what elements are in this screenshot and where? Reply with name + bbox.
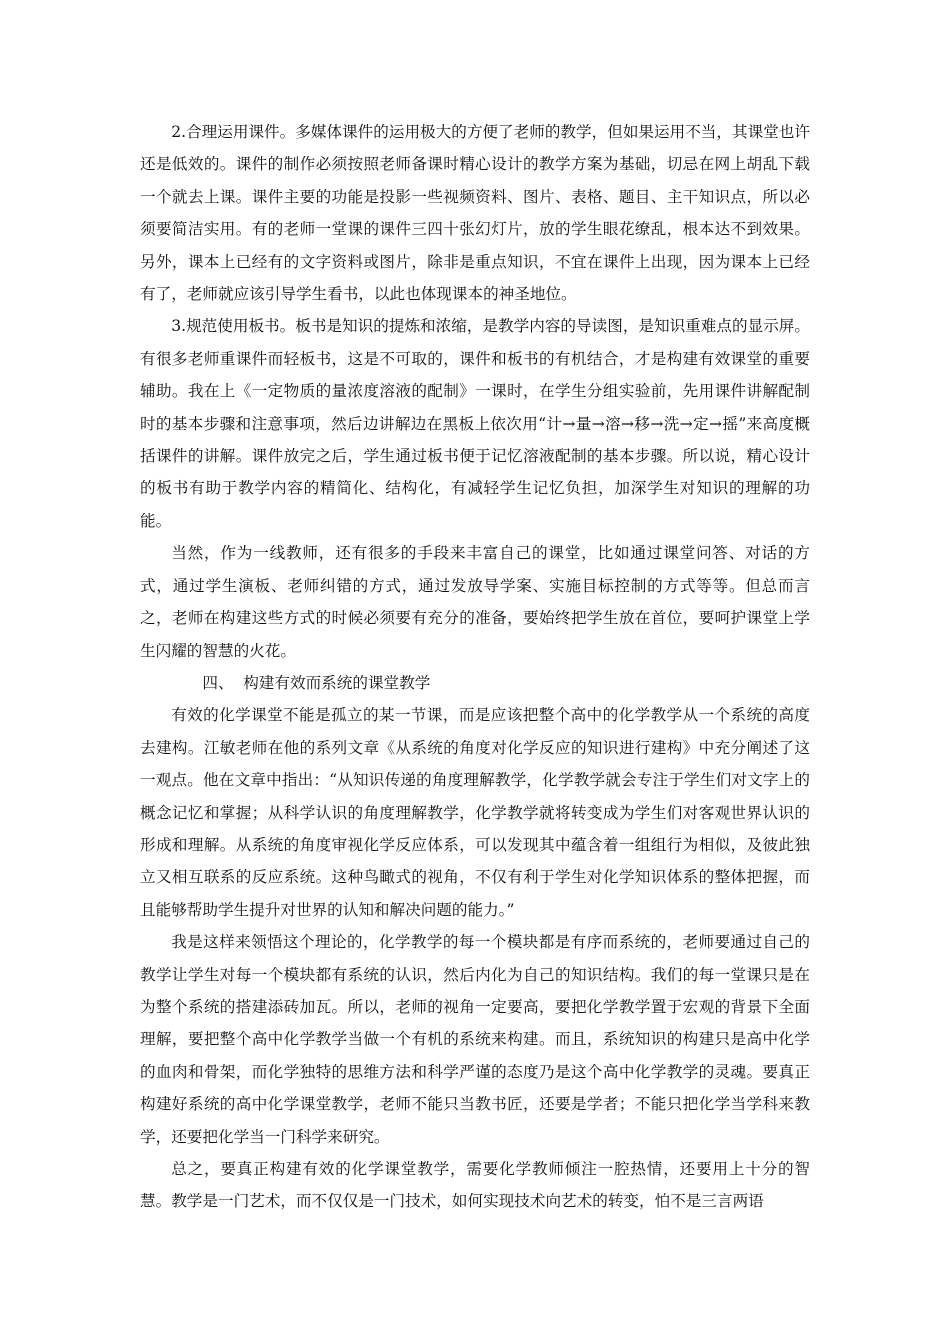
section-title: 构建有效而系统的课堂教学 bbox=[243, 673, 431, 692]
section-heading bbox=[140, 667, 810, 699]
paragraph-understanding: 我是这样来领悟这个理论的，化学教学的每一个模块都是有序而系统的，老师要通过自己的教学让学生对每一个模块都有系统的认识，然后内化为自己的知识结构。我们的每一堂课只是在为整个系统的搭建添砖加瓦。所以，老师的视角一定要高，要把化学教学置于宏观的背景下全面理解，要把整个高中化学教学当做一个有机的系统来构建。而且，系统知识的构建只是高中化学的血肉和骨架，而化学独特的思维方法和科学严谨的态度乃是这个高中化学教学的灵魂。要真正构建好系统的高中化学课堂教学，老师不能只当教书匠，还要是学者；不能只把化学当学科来教学，还要把化学当一门科学来研究。 bbox=[140, 933, 810, 1146]
paragraph-courseware: 2.合理运用课件。多媒体课件的运用极大的方便了老师的教学，但如果运用不当，其课堂也许还是低效的。课件的制作必须按照老师备课时精心设计的教学方案为基础，切忌在网上胡乱下载一个就去上课。课件主要的功能是投影一些视频资料、图片、表格、题目、主干知识点，所以必须要简洁实用。有的老师一堂课的课件三四十张幻灯片，放的学生眼花缭乱，根本达不到效果。另外，课本上已经有的文字资料或图片，除非是重点知识，不宜在课件上出现，因为课本上已经有了，老师就应该引导学生看书，以此也体现课本的神圣地位。 bbox=[140, 123, 810, 304]
paragraph-system-view: 有效的化学课堂不能是孤立的某一节课，而是应该把整个高中的化学教学从一个系统的高度去建构。江敏老师在他的系列文章《从系统的角度对化学反应的知识进行建构》中充分阐述了这一观点。他在文章中指出：“从知识传递的角度理解教学，化学教学就会专注于学生们对文字上的概念记忆和掌握；从科学认识的角度理解教学，化学教学就将转变成为学生们对客观世界认识的形成和理解。从系统的角度审视化学反应体系，可以发现其中蕴含着一组组行为相似，及彼此独立又相互联系的反应系统。这种鸟瞰式的视角，不仅有利于学生对化学知识体系的整体把握，而且能够帮助学生提升对世界的认知和解决问题的能力。” bbox=[140, 706, 810, 919]
document-body bbox=[140, 116, 810, 1218]
paragraph-conclusion: 总之，要真正构建有效的化学课堂教学，需要化学教师倾注一腔热情，还要用上十分的智慧。教学是一门艺术，而不仅仅是一门技术，如何实现技术向艺术的转变，怕不是三言两语 bbox=[140, 1160, 810, 1211]
section-number: 四、 bbox=[202, 673, 234, 692]
paragraph-other-methods: 当然，作为一线教师，还有很多的手段来丰富自己的课堂，比如通过课堂问答、对话的方式，通过学生演板、老师纠错的方式，通过发放导学案、实施目标控制的方式等等。但总而言之，老师在构建这些方式的时候必须要有充分的准备，要始终把学生放在首位，要呵护课堂上学生闪耀的智慧的火花。 bbox=[140, 544, 810, 660]
paragraph-blackboard: 3.规范使用板书。板书是知识的提炼和浓缩，是教学内容的导读图，是知识重难点的显示屏。有很多老师重课件而轻板书，这是不可取的，课件和板书的有机结合，才是构建有效课堂的重要辅助。我在上《一定物质的量浓度溶液的配制》一课时，在学生分组实验前，先用课件讲解配制时的基本步骤和注意事项，然后边讲解边在黑板上依次用“计→量→溶→移→洗→定→摇”来高度概括课件的讲解。课件放完之后，学生通过板书便于记忆溶液配制的基本步骤。所以说，精心设计的板书有助于教学内容的精简化、结构化，有减轻学生记忆负担，加深学生对知识的理解的功能。 bbox=[140, 317, 810, 530]
